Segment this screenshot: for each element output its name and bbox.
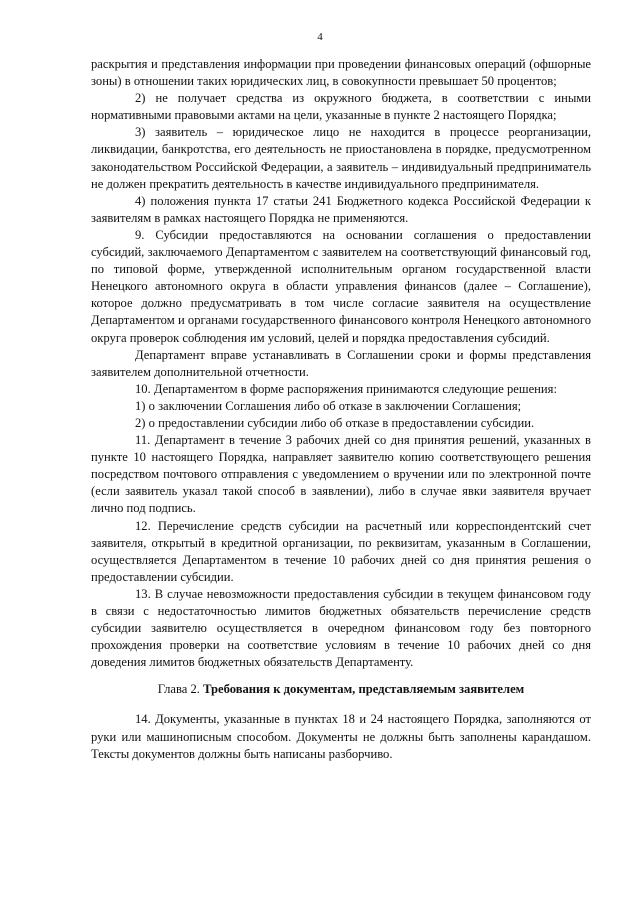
paragraphs-before	[91, 56, 591, 671]
page-number: 4	[317, 31, 323, 43]
paragraph: 10. Департаментом в форме распоряжения принимаются следующие решения:	[135, 381, 557, 396]
paragraph: раскрытия и представления информации при проведении финансовых операций (офшорные зоны) в отношении таких юридических лиц, в совокупности превышает 50 процентов;	[91, 57, 591, 89]
paragraph: 2) не получает средства из окружного бюджета, в соответствии с иными нормативными правовыми актами на цели, указанные в пункте 2 настоящего Порядка;	[91, 91, 591, 123]
chapter-heading-title: Требования к документам, представляемым заявителем	[203, 682, 525, 697]
paragraph: 3) заявитель – юридическое лицо не находится в процессе реорганизации, ликвидации, банкротства, его деятельность не приостановлена в порядке, предусмотренном законодательством Российской Федерации, а заявитель – индивидуальный предприниматель не должен прекратить деятельность в качестве индивидуального предпринимателя.	[91, 125, 591, 191]
paragraph: 11. Департамент в течение 3 рабочих дней со дня принятия решений, указанных в пункте 10 настоящего Порядка, направляет заявителю копию соответствующего решения посредством почтового отправления с уведомлением о вручении или по электронной почте (если заявитель указал такой способ в заявлении), либо в случае явки заявителя вручает лично под подпись.	[91, 433, 591, 516]
paragraph: Департамент вправе устанавливать в Соглашении сроки и формы представления заявителем дополнительной отчетности.	[91, 347, 591, 379]
chapter-heading-prefix: Глава 2.	[157, 682, 204, 697]
paragraphs-after	[91, 711, 591, 762]
document-body	[91, 56, 591, 763]
paragraph: 2) о предоставлении субсидии либо об отказе в предоставлении субсидии.	[135, 415, 535, 430]
paragraph: 1) о заключении Соглашения либо об отказе в заключении Соглашения;	[135, 398, 522, 413]
paragraph: 13. В случае невозможности предоставления субсидии в текущем финансовом году в связи с недостаточностью лимитов бюджетных обязательств перечисление средств субсидии заявителю осуществляется в очередном финансовом году без повторного прохождения проверки на соответствие условиям в течение 10 рабочих дней со дня доведения лимитов бюджетных обязательств Департаменту.	[91, 586, 591, 670]
paragraph: 4) положения пункта 17 статьи 241 Бюджетного кодекса Российской Федерации к заявителям в рамках настоящего Порядка не применяются.	[91, 193, 591, 225]
paragraph: 12. Перечисление средств субсидии на расчетный или корреспондентский счет заявителя, открытый в кредитной организации, по реквизитам, указанным в Соглашении, осуществляется Департаментом в течение 10 рабочих дней со дня принятия решения о предоставлении субсидии.	[91, 518, 591, 584]
chapter-heading	[91, 681, 591, 698]
paragraph: 9. Субсидии предоставляются на основании соглашения о предоставлении субсидий, заключаемого Департаментом с заявителем на соответствующий финансовый год, по типовой форме, утвержденной исполнительным органом государственной власти Ненецкого автономного округа в области управления финансов (далее – Соглашение), которое должно предусматривать в том числе согласие заявителя на осуществление Департаментом и органами государственного финансового контроля Ненецкого автономного округа проверок соблюдения им условий, целей и порядка предоставления субсидий.	[91, 227, 591, 345]
paragraph: 14. Документы, указанные в пунктах 18 и 24 настоящего Порядка, заполняются от руки или машинописным способом. Документы не должны быть заполнены карандашом. Тексты документов должны быть написаны разборчиво.	[91, 712, 591, 761]
